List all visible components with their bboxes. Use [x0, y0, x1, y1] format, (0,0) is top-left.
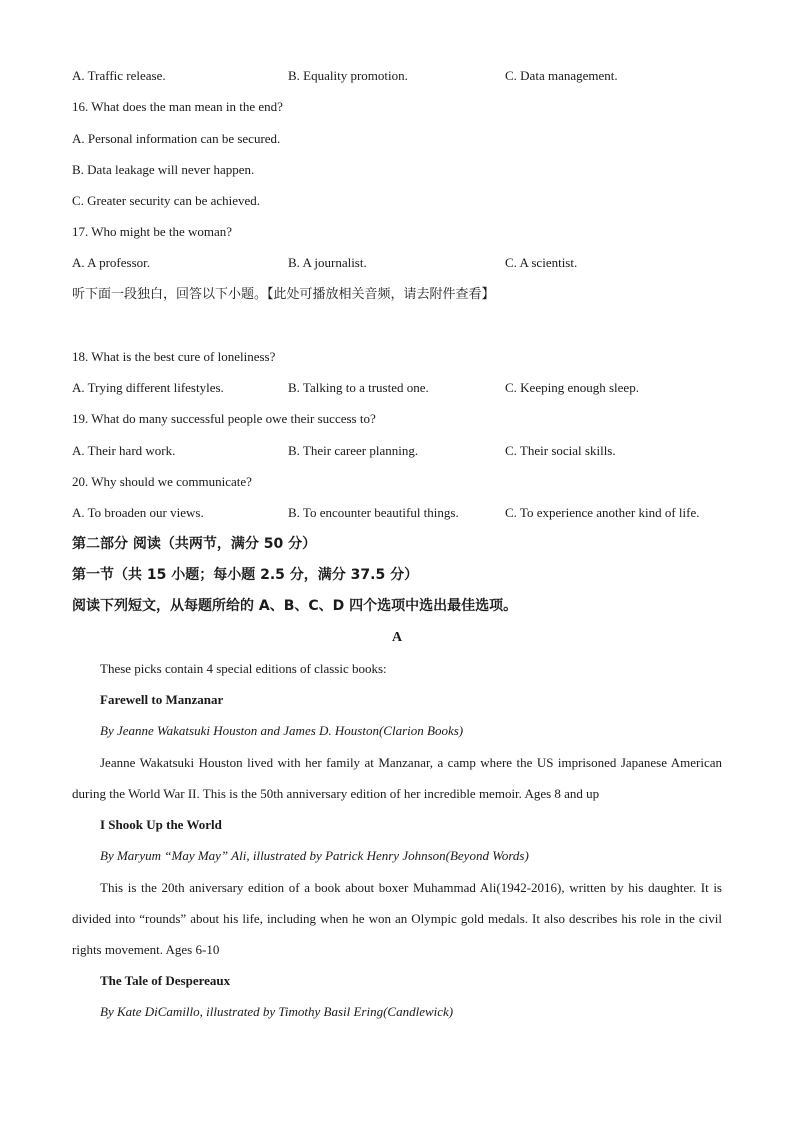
section-title: 第一节（共 15 小题；每小题 2.5 分，满分 37.5 分） — [72, 567, 419, 583]
reading-instruction: 阅读下列短文，从每题所给的 A、B、C、D 四个选项中选出最佳选项。 — [72, 598, 518, 614]
q18-option-c[interactable]: C. Keeping enough sleep. — [505, 380, 639, 395]
book-byline: By Maryum “May May” Ali, illustrated by Patrick Henry Johnson(Beyond Words) — [100, 848, 529, 863]
q18-options — [72, 380, 752, 396]
q20-option-b[interactable]: B. To encounter beautiful things. — [288, 505, 459, 520]
passage-intro: These picks contain 4 special editions of classic books: — [100, 661, 387, 676]
q20-option-c[interactable]: C. To experience another kind of life. — [505, 505, 700, 520]
q19-question: 19. What do many successful people owe their success to? — [72, 411, 376, 426]
q20-question: 20. Why should we communicate? — [72, 474, 252, 489]
q17-option-c[interactable]: C. A scientist. — [505, 255, 578, 270]
book-byline: By Kate DiCamillo, illustrated by Timothy Basil Ering(Candlewick) — [100, 1004, 454, 1019]
q17-options — [72, 255, 752, 271]
book-title: The Tale of Despereaux — [100, 973, 231, 988]
book-title: I Shook Up the World — [100, 817, 222, 832]
q18-option-a[interactable]: A. Trying different lifestyles. — [72, 380, 224, 395]
part-title: 第二部分 阅读（共两节，满分 50 分） — [72, 536, 317, 552]
book-description: Jeanne Wakatsuki Houston lived with her family at Manzanar, a camp where the US imprisoned Japanese American during the World War II. This is the 50th anniversary edition of her incredible memoir. Ages 8 and up — [72, 755, 722, 802]
q15-option-a[interactable]: A. Traffic release. — [72, 68, 166, 83]
q17-question: 17. Who might be the woman? — [72, 224, 233, 239]
q16-option-a[interactable]: A. Personal information can be secured. — [72, 131, 281, 146]
book-title: Farewell to Manzanar — [100, 692, 224, 707]
q19-option-c[interactable]: C. Their social skills. — [505, 443, 616, 458]
q16-question: 16. What does the man mean in the end? — [72, 99, 283, 114]
monologue-instruction: 听下面一段独白，回答以下小题。【此处可播放相关音频，请去附件查看】 — [72, 287, 495, 302]
q16-option-b[interactable]: B. Data leakage will never happen. — [72, 162, 255, 177]
q20-option-a[interactable]: A. To broaden our views. — [72, 505, 204, 520]
q17-option-b[interactable]: B. A journalist. — [288, 255, 367, 270]
passage-letter: A — [391, 630, 403, 645]
q20-options — [72, 505, 752, 521]
q19-options — [72, 443, 752, 459]
q15-option-c[interactable]: C. Data management. — [505, 68, 618, 83]
q19-option-b[interactable]: B. Their career planning. — [288, 443, 419, 458]
book-byline: By Jeanne Wakatsuki Houston and James D. Houston(Clarion Books) — [100, 723, 464, 738]
q15-options — [72, 68, 752, 84]
q18-option-b[interactable]: B. Talking to a trusted one. — [288, 380, 429, 395]
book-description: This is the 20th aniversary edition of a book about boxer Muhammad Ali(1942-2016), written by his daughter. It is divided into “rounds” about his life, including when he won an Olympic gold medals. It also describes his role in the civil rights movement. Ages 6-10 — [72, 880, 722, 958]
q19-option-a[interactable]: A. Their hard work. — [72, 443, 176, 458]
q18-question: 18. What is the best cure of loneliness? — [72, 349, 276, 364]
q16-option-c[interactable]: C. Greater security can be achieved. — [72, 193, 261, 208]
q17-option-a[interactable]: A. A professor. — [72, 255, 150, 270]
q15-option-b[interactable]: B. Equality promotion. — [288, 68, 408, 83]
